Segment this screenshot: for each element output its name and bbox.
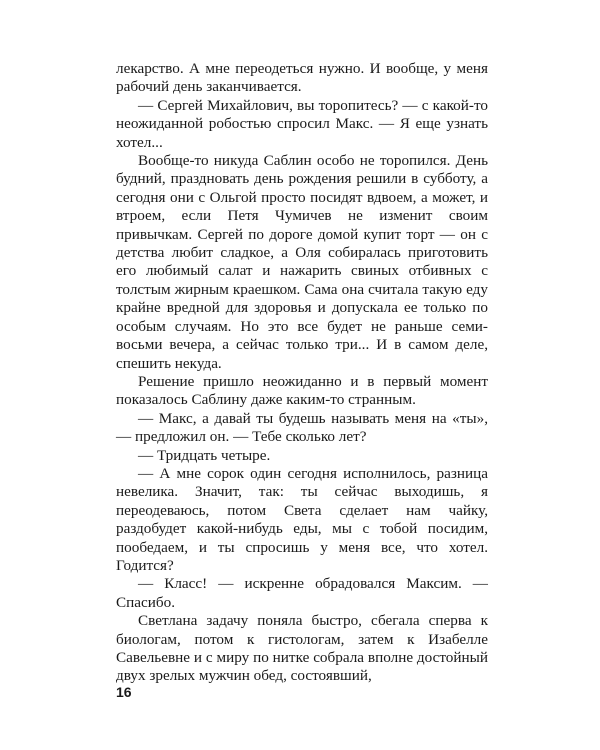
page-number: 16 <box>116 684 132 700</box>
body-text <box>116 60 488 686</box>
paragraph: Решение пришло неожиданно и в первый момент показалось Саблину даже каким-то странным. <box>116 372 488 409</box>
paragraph: Вообще-то никуда Саблин особо не торопился. День будний, праздновать день рождения решили в субботу, а сегодня они с Ольгой просто посидят вдвоем, а может, и втроем, если Петя Чумичев не изменит своим привычкам. Сергей по дороге домой купит торт — он с детства любит сладкое, а Оля собиралась приготовить его любимый салат и нажарить свиных отбивных с толстым жирным краешком. Сама она считала такую еду крайне вредной для здоровья и допускала ее только по особым случаям. Но это все будет не раньше семи-восьми вечера, а сейчас только три... И в самом деле, спешить некуда. <box>116 152 488 372</box>
paragraph: — Тридцать четыре. <box>138 446 271 464</box>
paragraph: — Сергей Михайлович, вы торопитесь? — с какой-то неожиданной робостью спросил Макс. — Я еще узнать хотел... <box>116 96 488 151</box>
paragraph: лекарство. А мне переодеться нужно. И вообще, у меня рабочий день заканчивается. <box>116 60 488 96</box>
paragraph: — А мне сорок один сегодня исполнилось, разница невелика. Значит, так: ты сейчас выходишь, я переодеваюсь, потом Света сделает нам чайку, раздобудет какой-нибудь еды, мы с тобой посидим, пообедаем, и ты спросишь у меня все, что хотел. Годится? <box>116 464 488 574</box>
paragraph: Светлана задачу поняла быстро, сбегала сперва к биологам, потом к гистологам, затем к Изабелле Савельевне и с миру по нитке собрала вполне достойный двух зрелых мужчин обед, состоявший, <box>116 612 488 685</box>
paragraph: — Класс! — искренне обрадовался Максим. — Спасибо. <box>116 575 488 611</box>
paragraph: — Макс, а давай ты будешь называть меня на «ты», — предложил он. — Тебе сколько лет? <box>116 409 488 446</box>
